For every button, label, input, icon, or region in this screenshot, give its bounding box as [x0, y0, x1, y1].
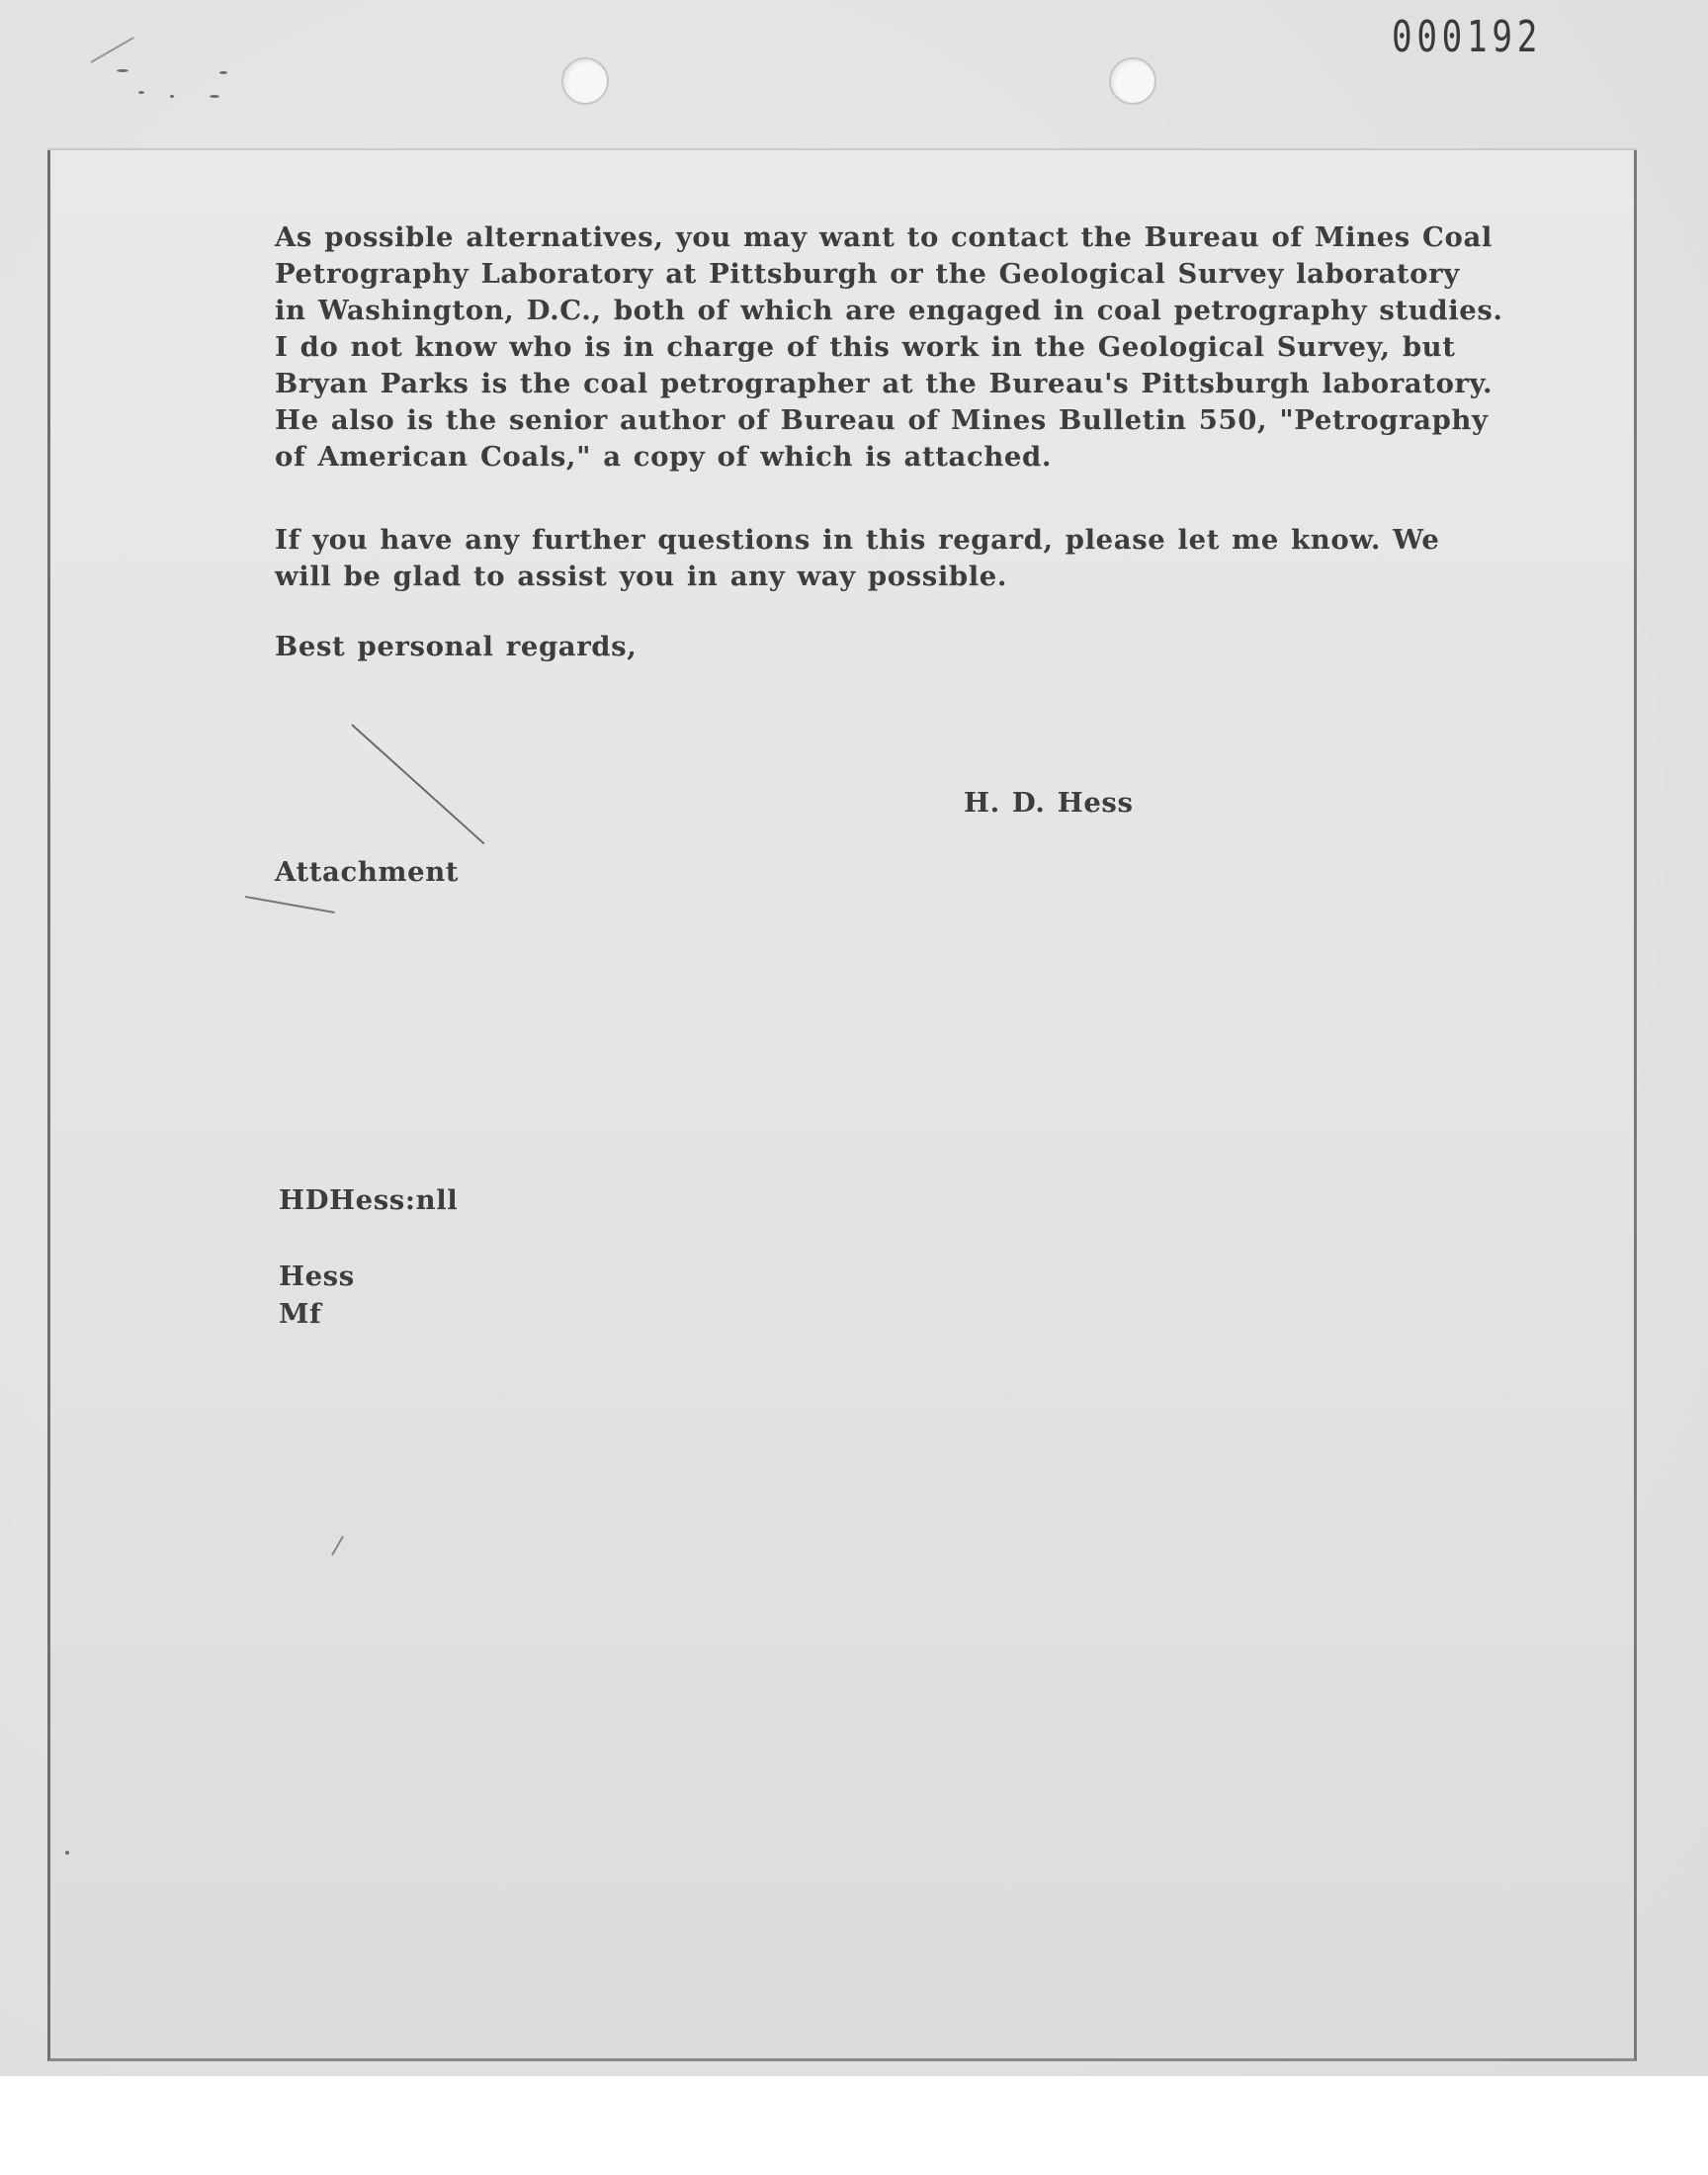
- paragraph-1-line-1: As possible alternatives, you may want to contact the Bureau of Mines Coal: [275, 221, 1493, 253]
- paragraph-2-line-1: If you have any further questions in this regard, please let me know. We: [275, 524, 1440, 556]
- paragraph-1-line-4: I do not know who is in charge of this work in the Geological Survey, but: [275, 331, 1456, 363]
- scan-speck: [65, 1851, 69, 1855]
- signature-name: H. D. Hess: [964, 787, 1134, 819]
- punch-hole-right: [1109, 57, 1156, 105]
- distribution-line-1: Hess: [279, 1261, 355, 1292]
- paragraph-2-line-2: will be glad to assist you in any way possible.: [275, 561, 1008, 592]
- document-number: 000192: [1392, 12, 1543, 62]
- paragraph-1-line-3: in Washington, D.C., both of which are engaged in coal petrography studies.: [275, 295, 1503, 326]
- paragraph-1-line-2: Petrography Laboratory at Pittsburgh or the Geological Survey laboratory: [275, 258, 1460, 290]
- scan-speck: [138, 91, 144, 94]
- scan-speck: [210, 95, 219, 98]
- paragraph-1-line-6: He also is the senior author of Bureau of Mines Bulletin 550, "Petrography: [275, 404, 1489, 436]
- distribution-line-2: Mf: [279, 1298, 322, 1330]
- reference-initials: HDHess:nll: [279, 1184, 459, 1216]
- closing-salutation: Best personal regards,: [275, 631, 638, 662]
- enclosure-notation: Attachment: [275, 856, 460, 888]
- scan-speck: [219, 71, 227, 74]
- sheet-top-edge: [47, 148, 1637, 150]
- paragraph-1-line-5: Bryan Parks is the coal petrographer at the Bureau's Pittsburgh laboratory.: [275, 368, 1494, 399]
- paragraph-1-line-7: of American Coals," a copy of which is attached.: [275, 441, 1053, 473]
- scan-speck: [117, 69, 128, 72]
- scan-speck: [170, 95, 174, 98]
- punch-hole-left: [561, 57, 609, 105]
